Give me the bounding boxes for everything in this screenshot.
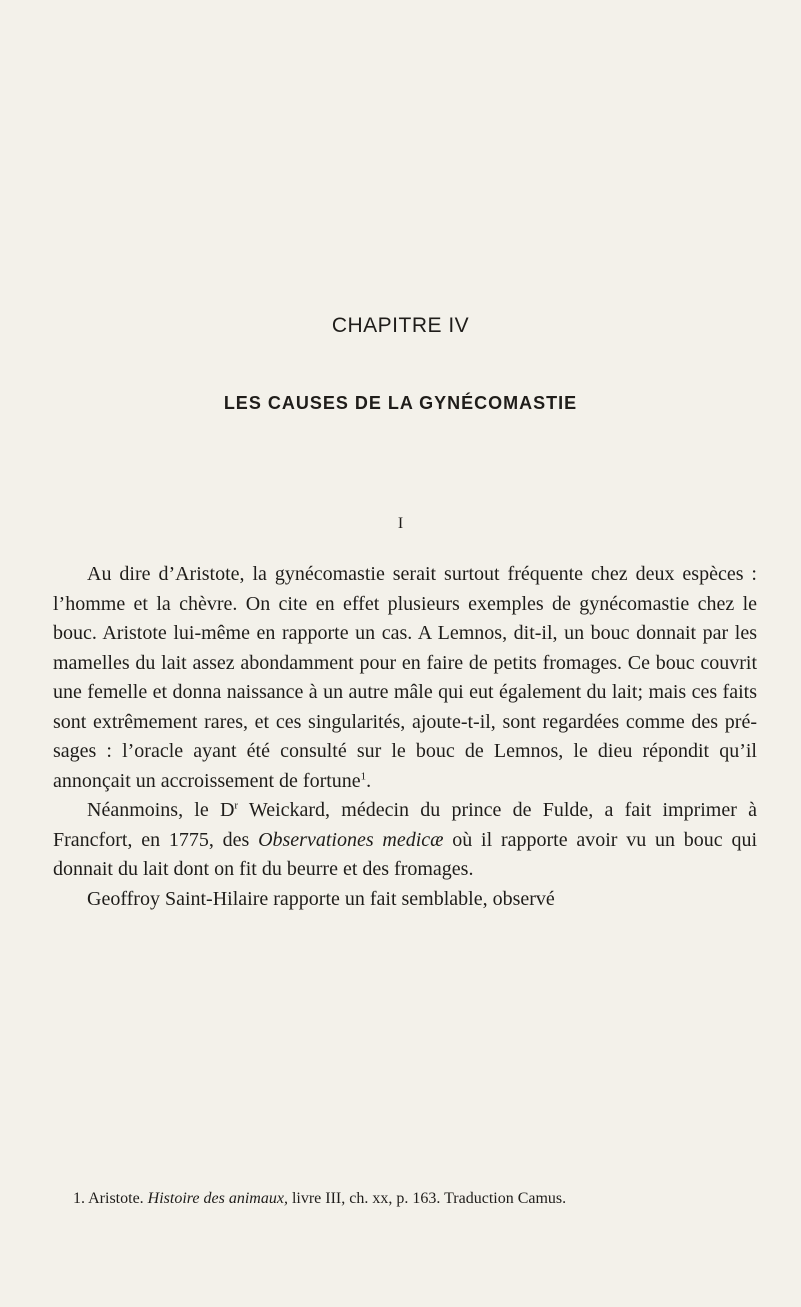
paragraph-text: Weickard, médecin du prince de Fulde, a fait imprimer à Francfort, en 1775, des <box>53 799 757 851</box>
paragraph <box>53 885 757 915</box>
body-text <box>53 560 757 914</box>
footnote-text: livre III, ch. xx, p. 163. Traduction Camus. <box>287 1190 567 1207</box>
footnote-reference: 1 <box>360 769 367 782</box>
paragraph-end: . <box>366 769 372 792</box>
paragraph-text: Néanmoins, le D <box>87 799 235 821</box>
abbreviation-superscript: r <box>234 799 239 812</box>
footnote <box>53 1188 757 1210</box>
paragraph-text: Geoffroy Saint-Hilaire rapporte un fait semblable, observé <box>87 887 555 910</box>
paragraph-text: où il rapporte avoir vu un bouc qui donnait du lait dont on fit du beurre et des fromages. <box>53 828 758 880</box>
footnote-text: 1. Aristote. <box>73 1190 148 1207</box>
chapter-title: LES CAUSES DE LA GYNÉCOMASTIE <box>223 393 578 413</box>
chapter-label: CHAPITRE IV <box>331 314 470 337</box>
paragraph <box>53 796 757 885</box>
italic-title: Histoire des animaux, <box>147 1190 288 1207</box>
italic-title: Observationes medicæ <box>258 828 444 851</box>
paragraph <box>53 560 757 796</box>
section-number: I <box>397 515 404 532</box>
paragraph-text: Au dire d’Aristote, la gynécomastie serait surtout fréquente chez deux espèces : l’homme et la chèvre. On cite en effet plusieurs exemples de gynécomastie chez le bouc. Aristote lui-même en rapporte un cas. A Lemnos, dit-il, un bouc donnait par les mamelles du lait assez abondamment pour en faire de petits fromages. Ce bouc couvrit une femelle et donna naissance à un autre mâle qui eut également du lait; mais ces faits sont extrêmement rares, et ces singularités, ajoute-t-il, sont regardées comme des présages : l’oracle ayant été consulté sur le bouc de Lemnos, le dieu répondit qu’il annonçait un accroissement de fortune <box>53 563 757 792</box>
footnotes <box>53 1188 757 1210</box>
